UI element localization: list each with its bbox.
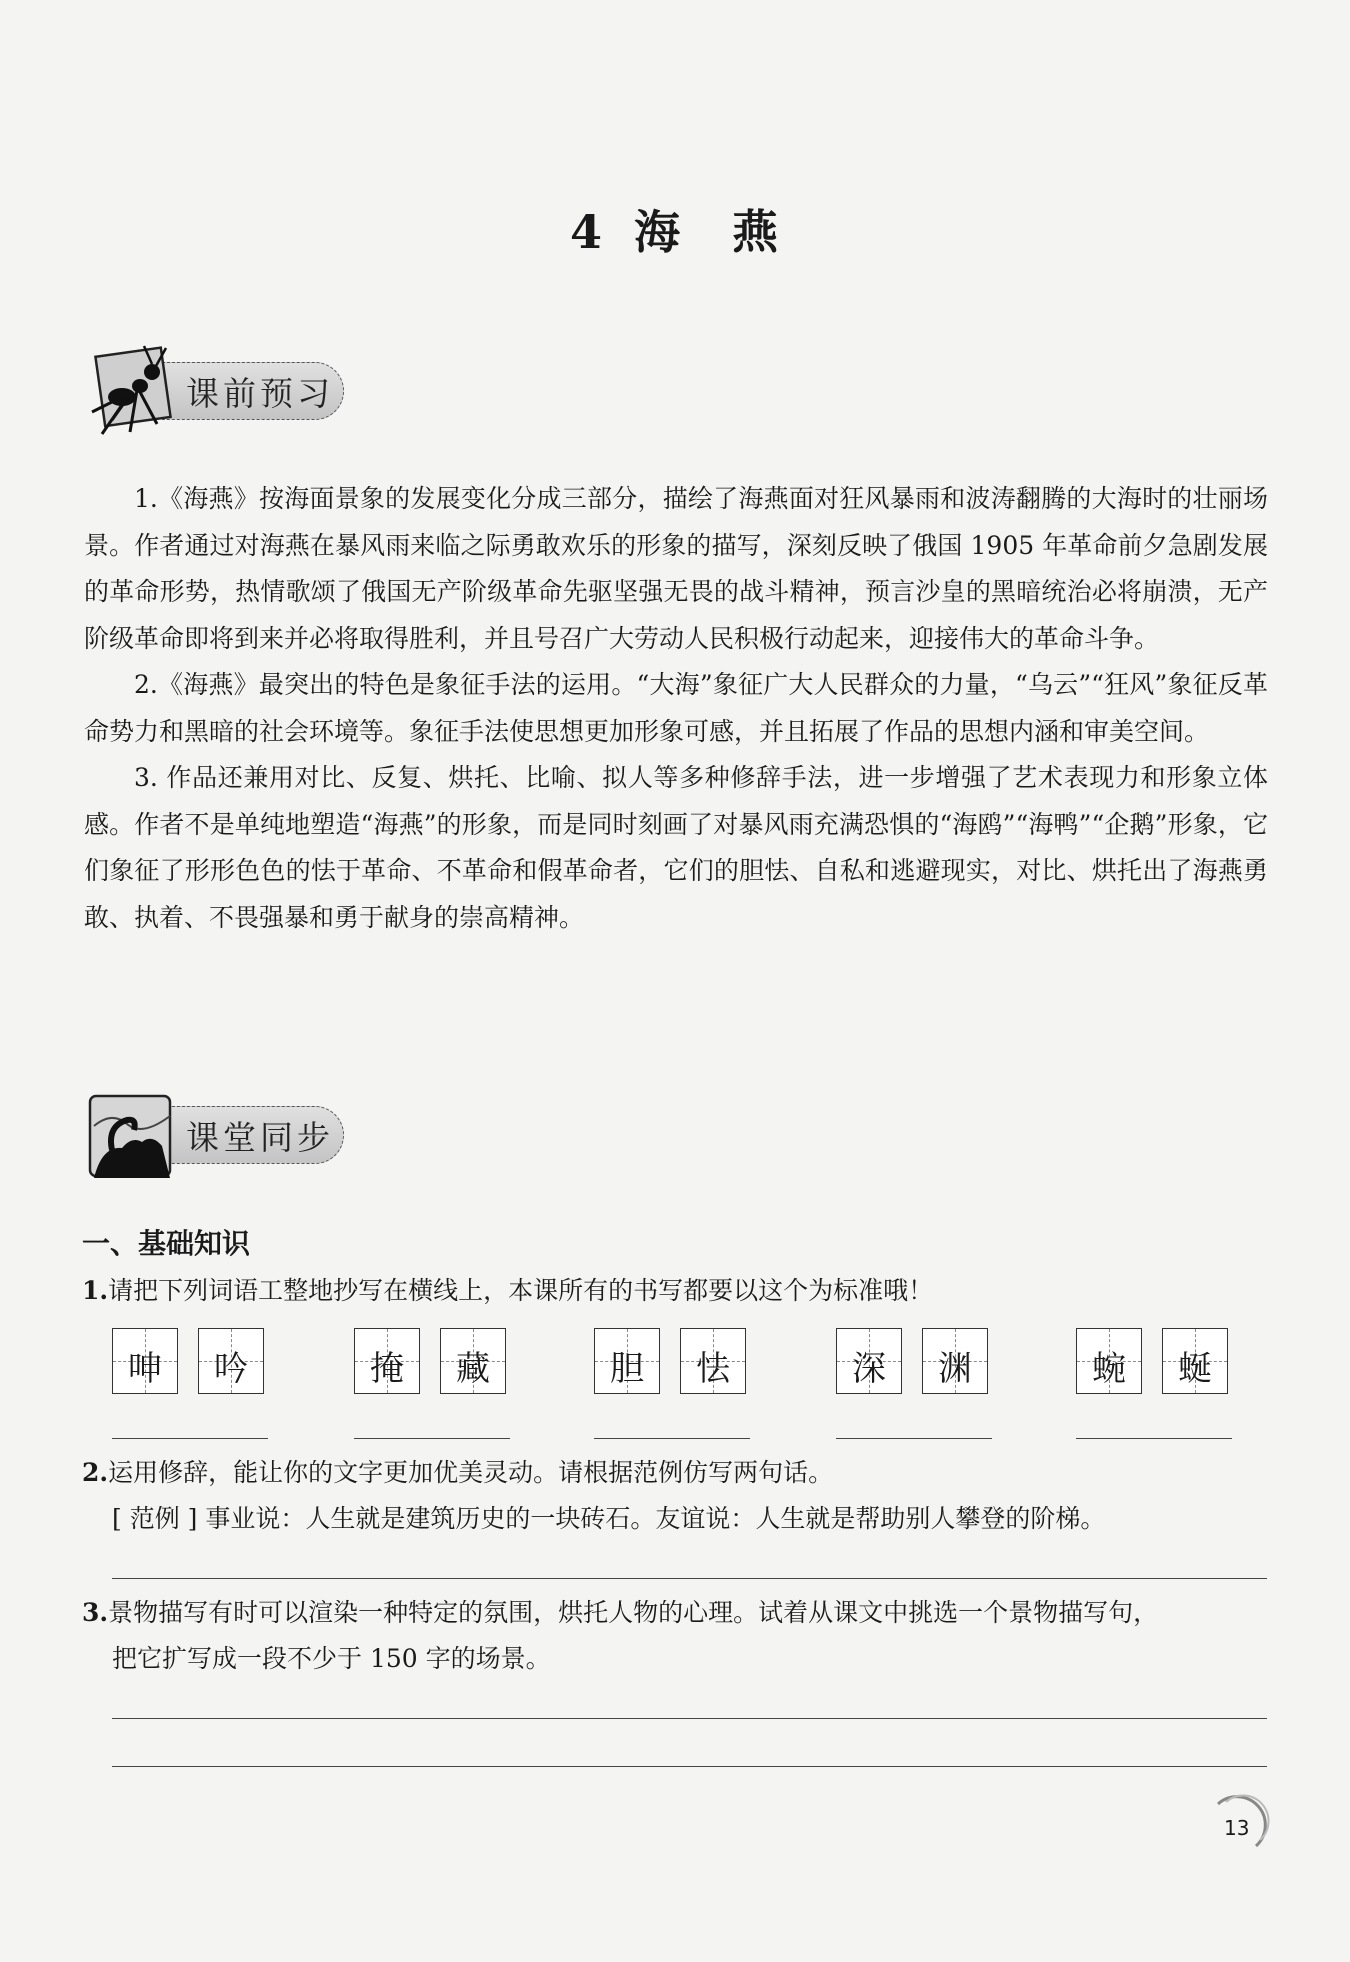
char-box: 深: [836, 1328, 902, 1394]
question-3-text: 景物描写有时可以渲染一种特定的氛围，烘托人物的心理。试着从课文中挑选一个景物描写句，: [108, 1598, 1159, 1627]
classroom-section-banner: [82, 1086, 382, 1196]
question-2-text: 运用修辞，能让你的文字更加优美灵动。请根据范例仿写两句话。: [108, 1458, 834, 1487]
char-box: 呻: [112, 1328, 178, 1394]
question-2-example: [ 范例 ] 事业说：人生就是建筑历史的一块砖石。友谊说：人生就是帮助别人攀登的阶梯。: [112, 1504, 1106, 1533]
preview-paragraph-2: 2.《海燕》最突出的特色是象征手法的运用。“大海”象征广大人民群众的力量，“乌云”“狂风”象征反革命势力和黑暗的社会环境等。象征手法使思想更加形象可感，并且拓展了作品的思想内涵和审美空间。: [84, 670, 1268, 746]
copy-line[interactable]: [354, 1438, 510, 1439]
question-2-number: 2.: [82, 1458, 109, 1487]
preview-paragraph-1: 1.《海燕》按海面景象的发展变化分成三部分，描绘了海燕面对狂风暴雨和波涛翻腾的大海时的壮丽场景。作者通过对海燕在暴风雨来临之际勇敢欢乐的形象的描写，深刻反映了俄国 1905 年革命前夕急剧发展的革命形势，热情歌颂了俄国无产阶级革命先驱坚强无畏的战斗精神，预言沙皇的黑暗统治必将崩溃，无产阶级革命即将到来并必将取得胜利，并且号召广大劳动人民积极行动起来，迎接伟大的革命斗争。: [84, 484, 1268, 653]
answer-line[interactable]: [112, 1718, 1267, 1719]
question-3-number: 3.: [82, 1598, 109, 1627]
question-3-text-line-2: 把它扩写成一段不少于 150 字的场景。: [112, 1644, 551, 1673]
char-box: 胆: [594, 1328, 660, 1394]
copy-line[interactable]: [836, 1438, 992, 1439]
word-group-2: [354, 1328, 514, 1448]
copy-line[interactable]: [112, 1438, 268, 1439]
copy-line[interactable]: [594, 1438, 750, 1439]
question-3: [82, 1590, 1272, 1682]
lesson-title-char-2: 燕: [732, 205, 780, 259]
char-box: 掩: [354, 1328, 420, 1394]
question-1: [82, 1268, 1272, 1314]
answer-line[interactable]: [112, 1766, 1267, 1767]
preview-text: [84, 476, 1268, 941]
ant-icon: [82, 342, 182, 442]
word-group-5: [1076, 1328, 1236, 1448]
question-1-number: 1.: [82, 1276, 109, 1305]
preview-section-banner: [82, 342, 382, 452]
lesson-number: 4: [569, 205, 604, 259]
preview-section-label: 课前预习: [186, 374, 334, 413]
question-1-text: 请把下列词语工整地抄写在横线上，本课所有的书写都要以这个为标准哦！: [108, 1276, 934, 1305]
answer-line[interactable]: [112, 1578, 1267, 1579]
preview-paragraph-3: 3. 作品还兼用对比、反复、烘托、比喻、拟人等多种修辞手法，进一步增强了艺术表现力和形象立体感。作者不是单纯地塑造“海燕”的形象，而是同时刻画了对暴风雨充满恐惧的“海鸥”“海鸭”“企鹅”形象，它们象征了形形色色的怯于革命、不革命和假革命者，它们的胆怯、自私和逃避现实，对比、烘托出了海燕勇敢、执着、不畏强暴和勇于献身的崇高精神。: [84, 763, 1268, 932]
part-heading: 一、基础知识: [82, 1227, 251, 1260]
word-group-3: [594, 1328, 754, 1448]
word-group-1: [112, 1328, 272, 1448]
char-box: 蜒: [1162, 1328, 1228, 1394]
char-box: 藏: [440, 1328, 506, 1394]
lesson-title-char-1: 海: [634, 205, 682, 259]
copy-line[interactable]: [1076, 1438, 1232, 1439]
dinosaur-icon: [82, 1086, 182, 1186]
char-box: 吟: [198, 1328, 264, 1394]
word-group-4: [836, 1328, 996, 1448]
char-box: 怯: [680, 1328, 746, 1394]
char-box: 蜿: [1076, 1328, 1142, 1394]
page-number: 13: [1224, 1816, 1250, 1840]
char-box: 渊: [922, 1328, 988, 1394]
classroom-section-label: 课堂同步: [186, 1118, 334, 1157]
page-title: [0, 196, 1350, 262]
question-2: [82, 1450, 1272, 1542]
